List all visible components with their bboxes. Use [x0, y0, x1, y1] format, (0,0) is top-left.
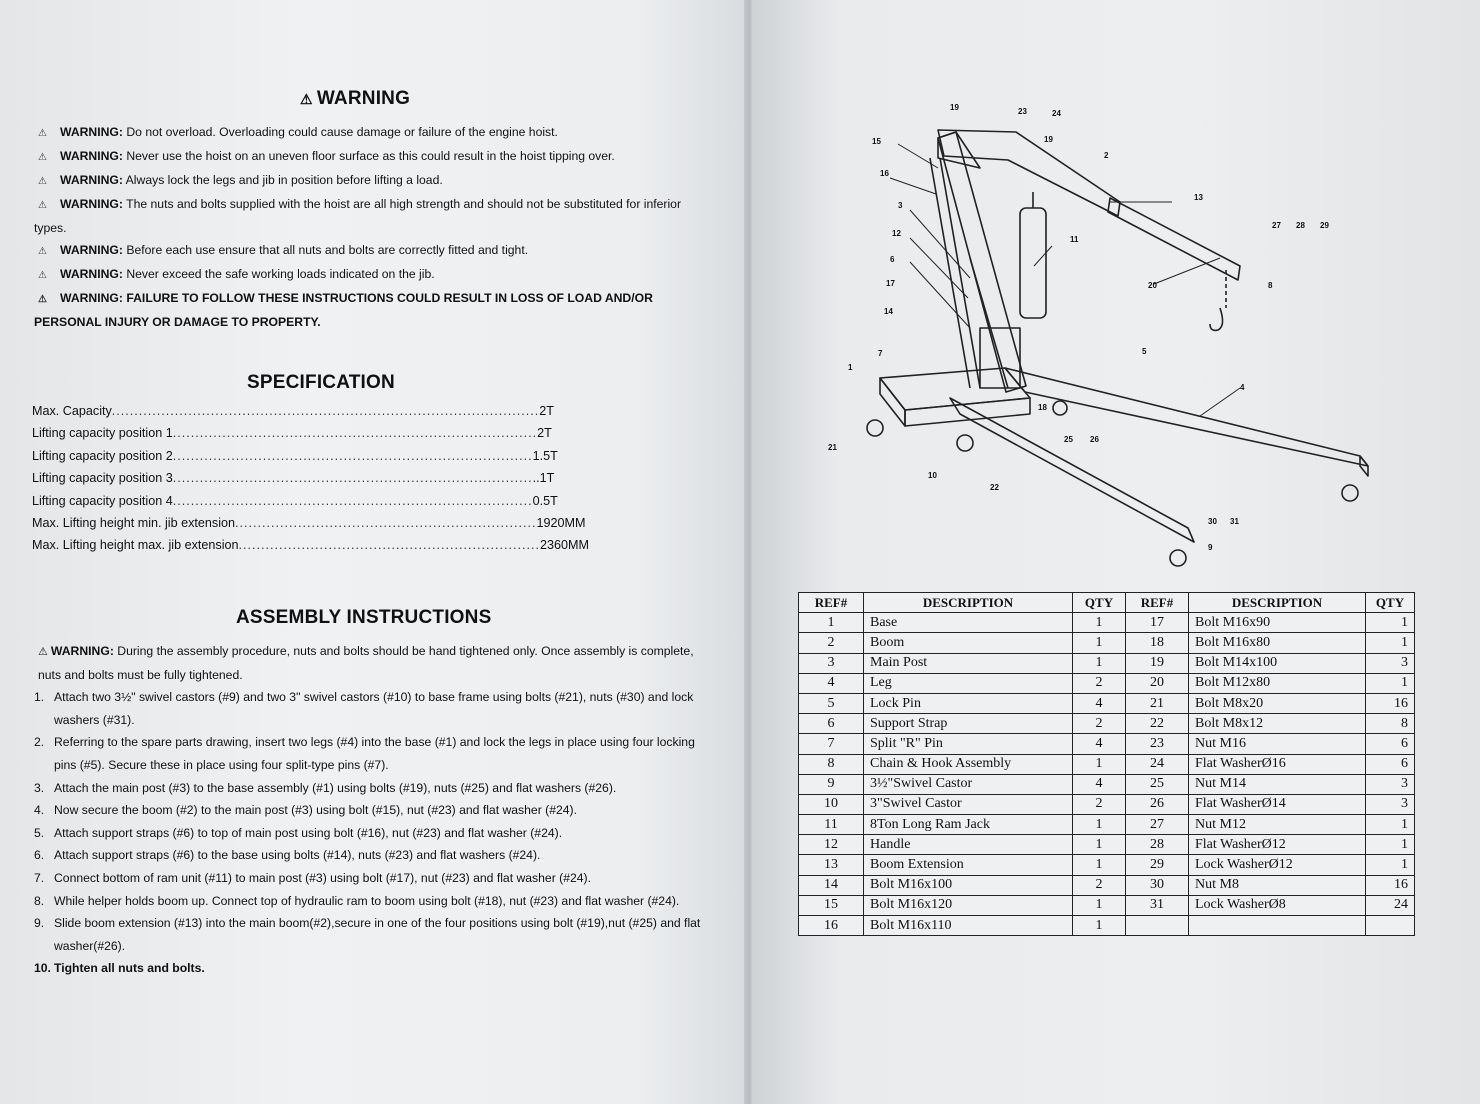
warning-item: ⚠ WARNING: The nuts and bolts supplied with the hoist are all high strength and should not be substituted for inferior types.: [34, 197, 682, 235]
callout-label: 16: [880, 169, 889, 178]
description-cell: Bolt M12x80: [1189, 673, 1366, 693]
qty-cell: 2: [1073, 875, 1126, 895]
callout-label: 19: [1044, 135, 1053, 144]
description-cell: Bolt M16x90: [1189, 613, 1366, 633]
warning-item: ⚠ WARNING: Never use the hoist on an uneven floor surface as this could result in the hoist tipping over.: [34, 145, 698, 169]
description-cell: Leg: [864, 673, 1073, 693]
qty-cell: 1: [1073, 613, 1126, 633]
assembly-step: 8. While helper holds boom up. Connect top of hydraulic ram to boom using bolt (#18), nut (#23) and flat washer (#24).: [34, 893, 680, 908]
assembly-step: 3. Attach the main post (#3) to the base assembly (#1) using bolts (#19), nuts (#25) and flat washers (#26).: [34, 780, 617, 795]
parts-table-row: [799, 815, 1415, 835]
description-cell: Nut M8: [1189, 875, 1366, 895]
qty-cell: 24: [1366, 895, 1415, 915]
description-cell: Flat WasherØ14: [1189, 794, 1366, 814]
warning-list: [34, 121, 698, 333]
col-header-description: DESCRIPTION: [1189, 593, 1366, 613]
col-header-qty: QTY: [1366, 593, 1415, 613]
callout-label: 27: [1272, 221, 1281, 230]
qty-cell: 1: [1073, 855, 1126, 875]
callout-label: 9: [1208, 543, 1213, 552]
qty-cell: 1: [1073, 835, 1126, 855]
callout-label: 15: [872, 137, 881, 146]
qty-cell: 16: [1366, 693, 1415, 713]
ref-cell: 22: [1126, 714, 1189, 734]
description-cell: Main Post: [864, 653, 1073, 673]
qty-cell: 1: [1073, 754, 1126, 774]
parts-table-row: [799, 734, 1415, 754]
ref-cell: 10: [799, 794, 864, 814]
assembly-step: 1. Attach two 3½" swivel castors (#9) and two 3" swivel castors (#10) to base frame using bolts (#21), nuts (#30) and lock washers (#31).: [34, 690, 694, 727]
ref-cell: 23: [1126, 734, 1189, 754]
ref-cell: 31: [1126, 895, 1189, 915]
parts-table: [798, 592, 1415, 936]
parts-table-row: [799, 673, 1415, 693]
ref-cell: 30: [1126, 875, 1189, 895]
spec-row: Lifting capacity position 4 ................................................................................ 0.5T: [32, 493, 558, 508]
ref-cell: 11: [799, 815, 864, 835]
description-cell: Bolt M8x20: [1189, 693, 1366, 713]
ref-cell: 17: [1126, 613, 1189, 633]
qty-cell: 8: [1366, 714, 1415, 734]
description-cell: Chain & Hook Assembly: [864, 754, 1073, 774]
ref-cell: 3: [799, 653, 864, 673]
warning-triangle-icon: ⚠: [38, 294, 47, 305]
ref-cell: 20: [1126, 673, 1189, 693]
chain-hook-drawing: [1210, 270, 1226, 330]
callout-label: 20: [1148, 281, 1157, 290]
qty-cell: 4: [1073, 734, 1126, 754]
spec-row: Lifting capacity position 3 ................................................................................ ..1T: [32, 471, 555, 486]
description-cell: Bolt M16x100: [864, 875, 1073, 895]
callout-label: 3: [898, 201, 903, 210]
callout-label: 10: [928, 471, 937, 480]
callout-label: 2: [1104, 151, 1109, 160]
engine-hoist-exploded-diagram: [820, 98, 1380, 578]
ref-cell: 14: [799, 875, 864, 895]
callout-label: 21: [828, 443, 837, 452]
qty-cell: 6: [1366, 754, 1415, 774]
col-header-qty: QTY: [1073, 593, 1126, 613]
ref-cell: 18: [1126, 633, 1189, 653]
ref-cell: 15: [799, 895, 864, 915]
ref-cell: 16: [799, 916, 864, 936]
callout-label: 17: [886, 279, 895, 288]
qty-cell: 1: [1366, 855, 1415, 875]
qty-cell: 6: [1366, 734, 1415, 754]
description-cell: Boom Extension: [864, 855, 1073, 875]
qty-cell: [1366, 916, 1415, 936]
assembly-warning: ⚠ WARNING: During the assembly procedure, nuts and bolts should be hand tightened only. Once assembly is complete, nuts and bolts must be fully tightened.: [38, 644, 694, 682]
specification-list: [32, 404, 592, 561]
description-cell: Lock WasherØ8: [1189, 895, 1366, 915]
assembly-step: 2. Referring to the spare parts drawing, insert two legs (#4) into the base (#1) and lock the legs in place using four locking pins (#5). Secure these in place using four split-type pins (#7).: [34, 735, 695, 772]
description-cell: Bolt M16x80: [1189, 633, 1366, 653]
parts-table-row: [799, 613, 1415, 633]
description-cell: Flat WasherØ12: [1189, 835, 1366, 855]
assembly-step: 7. Connect bottom of ram unit (#11) to main post (#3) using bolt (#17), nut (#23) and flat washer (#24).: [34, 870, 591, 885]
callout-label: 1: [848, 363, 853, 372]
qty-cell: 1: [1366, 673, 1415, 693]
spec-row: Max. Capacity ............................................................................................... 2T: [32, 404, 554, 418]
qty-cell: 2: [1073, 794, 1126, 814]
callout-label: 25: [1064, 435, 1073, 444]
qty-cell: 3: [1366, 794, 1415, 814]
parts-table-row: [799, 693, 1415, 713]
callout-label: 22: [990, 483, 999, 492]
callout-label: 31: [1230, 517, 1239, 526]
parts-table-row: [799, 633, 1415, 653]
callout-label: 13: [1194, 193, 1203, 202]
qty-cell: 1: [1366, 835, 1415, 855]
qty-cell: 2: [1073, 714, 1126, 734]
ref-cell: 26: [1126, 794, 1189, 814]
description-cell: [1189, 916, 1366, 936]
callout-label: 29: [1320, 221, 1329, 230]
qty-cell: 1: [1366, 815, 1415, 835]
ref-cell: 8: [799, 754, 864, 774]
spec-row: Lifting capacity position 1 ................................................................................. 2T: [32, 426, 552, 441]
qty-cell: 1: [1073, 633, 1126, 653]
ref-cell: 12: [799, 835, 864, 855]
warning-item: ⚠ WARNING: FAILURE TO FOLLOW THESE INSTRUCTIONS COULD RESULT IN LOSS OF LOAD AND/OR PERSONAL INJURY OR DAMAGE TO PROPERTY.: [34, 291, 653, 329]
description-cell: Nut M14: [1189, 774, 1366, 794]
warning-triangle-icon: ⚠: [38, 646, 51, 658]
qty-cell: 1: [1366, 633, 1415, 653]
assembly-step: 4. Now secure the boom (#2) to the main post (#3) using bolt (#15), nut (#23) and flat washer (#24).: [34, 803, 577, 818]
qty-cell: 2: [1073, 673, 1126, 693]
ram-jack-drawing: [1020, 208, 1046, 318]
description-cell: Support Strap: [864, 714, 1073, 734]
warning-item: ⚠ WARNING: Always lock the legs and jib in position before lifting a load.: [34, 169, 698, 193]
ref-cell: 1: [799, 613, 864, 633]
parts-table-row: [799, 895, 1415, 915]
callout-label: 30: [1208, 517, 1217, 526]
assembly-step: 6. Attach support straps (#6) to the base using bolts (#14), nuts (#23) and flat washers (#24).: [34, 848, 541, 863]
callout-label: 8: [1268, 281, 1273, 290]
parts-table-row: [799, 653, 1415, 673]
spec-row: Max. Lifting height min. jib extension ................................................................... 1920MM: [32, 515, 586, 530]
callout-label: 11: [1070, 235, 1079, 244]
callout-label: 26: [1090, 435, 1099, 444]
callout-label: 23: [1018, 107, 1027, 116]
castor-drawing: [867, 420, 883, 436]
parts-table-row: [799, 714, 1415, 734]
ref-cell: 21: [1126, 693, 1189, 713]
description-cell: Split "R" Pin: [864, 734, 1073, 754]
qty-cell: 4: [1073, 774, 1126, 794]
qty-cell: 16: [1366, 875, 1415, 895]
specification-heading: SPECIFICATION: [247, 372, 395, 393]
boom-extension-drawing: [1108, 198, 1240, 280]
spec-row: Lifting capacity position 2 ................................................................................ 1.5T: [32, 448, 558, 463]
qty-cell: 3: [1366, 653, 1415, 673]
description-cell: 3½"Swivel Castor: [864, 774, 1073, 794]
ref-cell: 6: [799, 714, 864, 734]
ref-cell: 25: [1126, 774, 1189, 794]
col-header-description: DESCRIPTION: [864, 593, 1073, 613]
parts-table-row: [799, 835, 1415, 855]
parts-table-row: [799, 855, 1415, 875]
parts-table-row: [799, 794, 1415, 814]
callout-label: 14: [884, 307, 893, 316]
warning-triangle-icon: ⚠: [38, 128, 47, 139]
base-frame-drawing: [880, 368, 1030, 410]
ref-cell: 29: [1126, 855, 1189, 875]
qty-cell: 1: [1073, 916, 1126, 936]
description-cell: Handle: [864, 835, 1073, 855]
callout-label: 18: [1038, 403, 1047, 412]
leg-left-drawing: [950, 398, 1194, 542]
description-cell: 3"Swivel Castor: [864, 794, 1073, 814]
ref-cell: 4: [799, 673, 864, 693]
description-cell: Bolt M16x110: [864, 916, 1073, 936]
warning-triangle-icon: ⚠: [300, 91, 317, 107]
parts-table-row: [799, 916, 1415, 936]
warning-item: ⚠ WARNING: Do not overload. Overloading could cause damage or failure of the engine hoist.: [34, 121, 698, 145]
callout-label: 7: [878, 349, 883, 358]
parts-table-row: [799, 774, 1415, 794]
ref-cell: 7: [799, 734, 864, 754]
parts-table-header-row: [799, 593, 1415, 613]
description-cell: Base: [864, 613, 1073, 633]
assembly-step: 5. Attach support straps (#6) to top of main post using bolt (#16), nut (#23) and flat washer (#24).: [34, 825, 563, 840]
description-cell: Bolt M16x120: [864, 895, 1073, 915]
ref-cell: 5: [799, 693, 864, 713]
description-cell: Nut M12: [1189, 815, 1366, 835]
ref-cell: 24: [1126, 754, 1189, 774]
callout-label: 12: [892, 229, 901, 238]
qty-cell: 3: [1366, 774, 1415, 794]
callout-label: 6: [890, 255, 895, 264]
ref-cell: 19: [1126, 653, 1189, 673]
assembly-heading: ASSEMBLY INSTRUCTIONS: [236, 607, 492, 628]
ref-cell: 13: [799, 855, 864, 875]
warning-triangle-icon: ⚠: [38, 152, 47, 163]
warning-triangle-icon: ⚠: [38, 200, 47, 211]
spec-row: Max. Lifting height max. jib extension ................................................................... 2360MM: [32, 538, 589, 553]
callout-label: 28: [1296, 221, 1305, 230]
qty-cell: 1: [1073, 895, 1126, 915]
col-header-ref: REF#: [799, 593, 864, 613]
warning-item: ⚠ WARNING: Before each use ensure that all nuts and bolts are correctly fitted and tight.: [34, 239, 698, 263]
leg-right-drawing: [1005, 368, 1368, 466]
warning-item: ⚠ WARNING: Never exceed the safe working loads indicated on the jib.: [34, 263, 698, 287]
callout-label: 4: [1240, 383, 1245, 392]
parts-table-row: [799, 875, 1415, 895]
description-cell: Lock WasherØ12: [1189, 855, 1366, 875]
description-cell: 8Ton Long Ram Jack: [864, 815, 1073, 835]
assembly-step: 10. Tighten all nuts and bolts.: [34, 961, 205, 976]
boom-drawing: [938, 130, 1120, 216]
callout-label: 5: [1142, 347, 1147, 356]
qty-cell: 1: [1073, 653, 1126, 673]
main-post-drawing: [938, 132, 1026, 392]
ref-cell: 27: [1126, 815, 1189, 835]
description-cell: Flat WasherØ16: [1189, 754, 1366, 774]
ref-cell: 9: [799, 774, 864, 794]
warning-triangle-icon: ⚠: [38, 270, 47, 281]
ref-cell: 2: [799, 633, 864, 653]
ref-cell: 28: [1126, 835, 1189, 855]
parts-table-row: [799, 754, 1415, 774]
assembly-step: 9. Slide boom extension (#13) into the main boom(#2),secure in one of the four positions using bolt (#19),nut (#25) and flat washer(#26).: [34, 916, 701, 953]
ref-cell: [1126, 916, 1189, 936]
qty-cell: 4: [1073, 693, 1126, 713]
description-cell: Nut M16: [1189, 734, 1366, 754]
description-cell: Boom: [864, 633, 1073, 653]
warning-heading: ⚠ WARNING: [300, 88, 411, 109]
description-cell: Lock Pin: [864, 693, 1073, 713]
callout-label: 24: [1052, 109, 1061, 118]
description-cell: Bolt M8x12: [1189, 714, 1366, 734]
warning-triangle-icon: ⚠: [38, 246, 47, 257]
description-cell: Bolt M14x100: [1189, 653, 1366, 673]
col-header-ref: REF#: [1126, 593, 1189, 613]
callout-label: 19: [950, 103, 959, 112]
assembly-instructions: [34, 640, 702, 980]
qty-cell: 1: [1073, 815, 1126, 835]
qty-cell: 1: [1366, 613, 1415, 633]
warning-triangle-icon: ⚠: [38, 176, 47, 187]
